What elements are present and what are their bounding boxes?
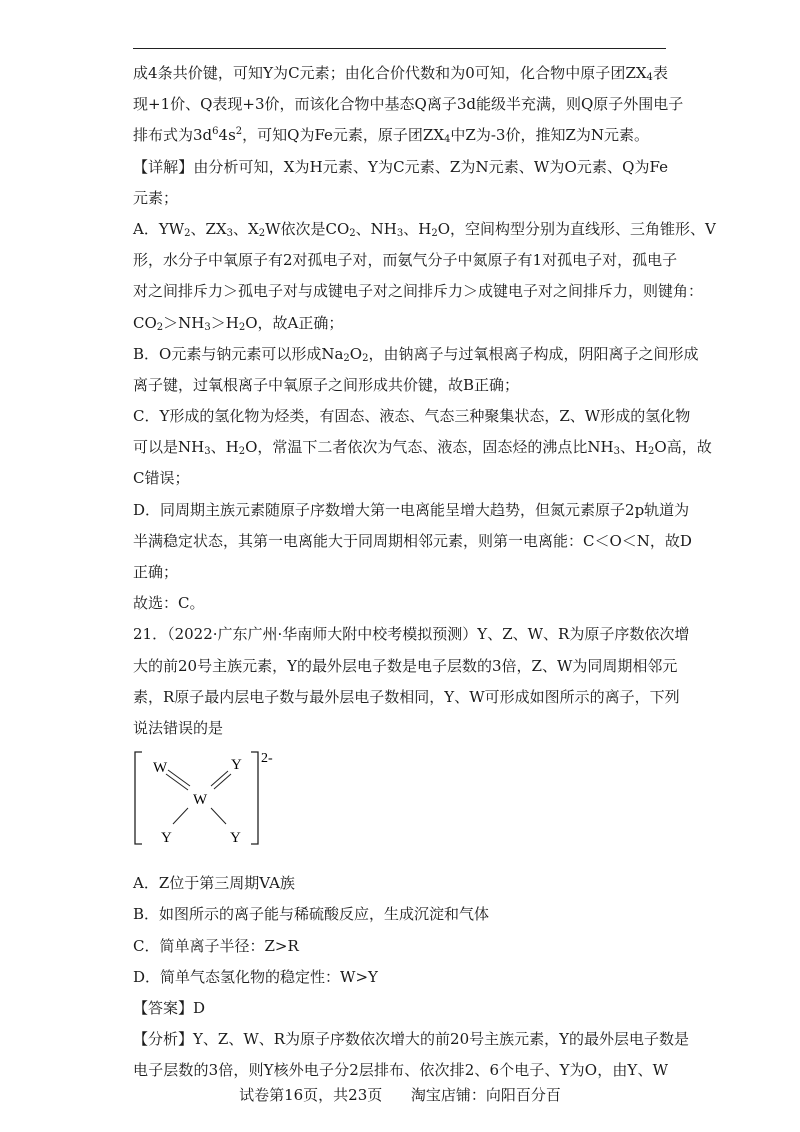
text-run: 素，R原子最内层电子数与最外层电子数相同，Y、W可形成如图所示的离子，下列 xyxy=(133,687,680,706)
script-text: 2 xyxy=(238,446,246,458)
text-line xyxy=(133,89,684,120)
text-line xyxy=(133,931,668,962)
atom-bottom-right: Y xyxy=(230,830,241,847)
text-run: 可以是NH xyxy=(133,438,205,457)
script-text: 2 xyxy=(258,227,266,239)
script-text: 2 xyxy=(349,227,356,239)
page-footer: 试卷第16页，共23页 淘宝店铺：向阳百分百 xyxy=(239,1086,561,1104)
atom-bottom-left: Y xyxy=(161,830,172,847)
ion-structure-diagram xyxy=(133,744,668,852)
text-line xyxy=(133,557,668,588)
text-run: 元素； xyxy=(133,188,179,207)
text-run: 大的前20号主族元素，Y的最外层电子数是电子层数的3倍，Z、W为同周期相邻元 xyxy=(133,656,678,675)
text-run: 【分析】Y、Z、W、R为原子序数依次增大的前20号主族元素，Y的最外层电子数是 xyxy=(133,1030,690,1049)
script-text: 4 xyxy=(646,72,653,83)
text-run: 、H xyxy=(210,438,239,457)
script-text: 2 xyxy=(362,352,369,364)
text-line xyxy=(133,370,668,401)
page-content xyxy=(133,58,716,1086)
text-run: ，可知Q为Fe元素，原子团ZX xyxy=(242,126,445,145)
text-run: O高，故 xyxy=(654,438,712,457)
script-text: 2 xyxy=(238,321,246,333)
text-line xyxy=(133,58,668,89)
text-run: ＞NH xyxy=(163,313,205,332)
text-run: 表 xyxy=(652,64,668,82)
text-run: 成4条共价键，可知Y为C元素；由化合价代数和为0可知，化合物中原子团ZX xyxy=(133,64,647,82)
text-run: 对之间排斥力＞孤电子对与成键电子对之间排斥力＞成键电子对之间排斥力，则键角： xyxy=(133,282,704,301)
text-line xyxy=(133,495,690,526)
text-line xyxy=(133,899,668,930)
text-line xyxy=(133,276,704,307)
script-text: 2 xyxy=(431,227,438,239)
text-run: ＞H xyxy=(210,313,239,332)
analysis-text xyxy=(133,1024,690,1086)
text-run: 离子键，过氧根离子中氧原子之间形成共价键，故B正确； xyxy=(133,375,520,394)
text-run: O，空间构型分别为直线形、三角锥形、V xyxy=(437,219,716,238)
text-line xyxy=(133,1024,690,1055)
text-run: 【答案】D xyxy=(133,998,206,1017)
answer-options xyxy=(133,868,668,1024)
text-run: D．同周期主族元素随原子序数增大第一电离能呈增大趋势，但氮元素原子2p轨道为 xyxy=(133,500,690,519)
right-bracket xyxy=(251,752,258,844)
text-run: 说法错误的是 xyxy=(133,718,224,737)
script-text: 3 xyxy=(396,227,404,239)
script-text: 3 xyxy=(204,321,211,333)
script-text: 6 xyxy=(212,126,219,138)
atom-top-right: Y xyxy=(231,757,242,774)
text-run: D．简单气态氢化物的稳定性：W>Y xyxy=(133,967,378,986)
text-line xyxy=(133,682,680,713)
text-line xyxy=(133,868,668,899)
script-text: 2 xyxy=(343,352,350,364)
script-text: 4 xyxy=(444,134,451,146)
text-run: 【详解】由分析可知，X为H元素、Y为C元素、Z为N元素、W为O元素、Q为Fe xyxy=(133,157,668,176)
text-line xyxy=(133,120,668,151)
text-run: 电子层数的3倍，则Y核外电子分2层排布、依次排2、6个电子、Y为O，由Y、W xyxy=(133,1061,668,1080)
text-line xyxy=(133,401,691,432)
text-run: B．O元素与钠元素可以形成Na xyxy=(133,344,344,363)
text-run: 、X xyxy=(233,219,259,238)
text-run: 故选：C。 xyxy=(133,594,205,613)
text-run: 、ZX xyxy=(190,219,227,238)
text-run: A．YW xyxy=(133,219,185,238)
script-text: 3 xyxy=(204,446,211,458)
text-run: 排布式为3d xyxy=(133,126,213,145)
text-run: 中Z为-3价，推知Z为N元素。 xyxy=(450,126,649,145)
text-run: O，常温下二者依次为气态、液态，固态烃的沸点比NH xyxy=(245,438,614,457)
script-text: 2 xyxy=(235,126,243,138)
text-run: ，由钠离子与过氧根离子构成，阴阳离子之间形成 xyxy=(368,344,699,363)
text-run: C．简单离子半径：Z>R xyxy=(133,936,299,955)
text-run: 4s xyxy=(218,126,236,145)
text-run: 、H xyxy=(403,219,432,238)
text-line xyxy=(133,339,699,370)
text-run: C．Y形成的氢化物为烃类，有固态、液态、气态三种聚集状态，Z、W形成的氢化物 xyxy=(133,407,691,426)
text-run: O xyxy=(349,344,363,363)
text-line xyxy=(133,619,690,650)
header-rule xyxy=(133,48,666,49)
script-text: 2 xyxy=(648,446,655,458)
text-run: W依次是CO xyxy=(265,219,350,238)
script-text: 3 xyxy=(613,446,620,458)
text-line xyxy=(133,713,668,744)
text-line xyxy=(133,214,716,245)
text-run: B．如图所示的离子能与稀硫酸反应，生成沉淀和气体 xyxy=(133,905,490,924)
text-line xyxy=(133,432,712,463)
text-run: O，故A正确； xyxy=(245,313,344,332)
left-bracket xyxy=(135,752,142,844)
atom-top-left: W xyxy=(153,760,168,777)
text-line xyxy=(133,308,668,339)
text-line xyxy=(133,526,692,557)
text-run: C错误； xyxy=(133,469,190,488)
text-line xyxy=(133,152,668,183)
script-text: 2 xyxy=(156,321,164,333)
text-line xyxy=(133,463,668,494)
text-line xyxy=(133,962,668,993)
script-text: 3 xyxy=(226,227,234,239)
text-run: 形，水分子中氧原子有2对孤电子对，而氨气分子中氮原子有1对孤电子对，孤电子 xyxy=(133,251,678,270)
text-run: 21．（2022·广东广州·华南师大附中校考模拟预测）Y、Z、W、R为原子序数依次增 xyxy=(133,625,690,644)
single-bond-left xyxy=(173,808,188,824)
text-line xyxy=(133,183,668,214)
text-line xyxy=(133,993,668,1024)
single-bond-right xyxy=(211,808,226,824)
text-line xyxy=(133,651,678,682)
text-run: 半满稳定状态，其第一电离能大于同周期相邻元素，则第一电离能：C＜O＜N，故D xyxy=(133,531,692,550)
text-run: 、NH xyxy=(355,219,397,238)
text-run: CO xyxy=(133,313,157,332)
ion-charge: 2- xyxy=(261,751,273,767)
text-run: 正确； xyxy=(133,563,179,581)
text-line xyxy=(133,245,678,276)
text-run: 现+1价、Q表现+3价，而该化合物中基态Q离子3d能级半充满，则Q原子外围电子 xyxy=(133,95,684,114)
text-run: A．Z位于第三周期VA族 xyxy=(133,874,295,893)
solution-text xyxy=(133,58,716,744)
text-line xyxy=(133,588,668,619)
script-text: 2 xyxy=(184,227,191,239)
atom-center: W xyxy=(193,792,208,809)
text-run: 、H xyxy=(619,438,649,457)
text-line xyxy=(133,1055,668,1086)
